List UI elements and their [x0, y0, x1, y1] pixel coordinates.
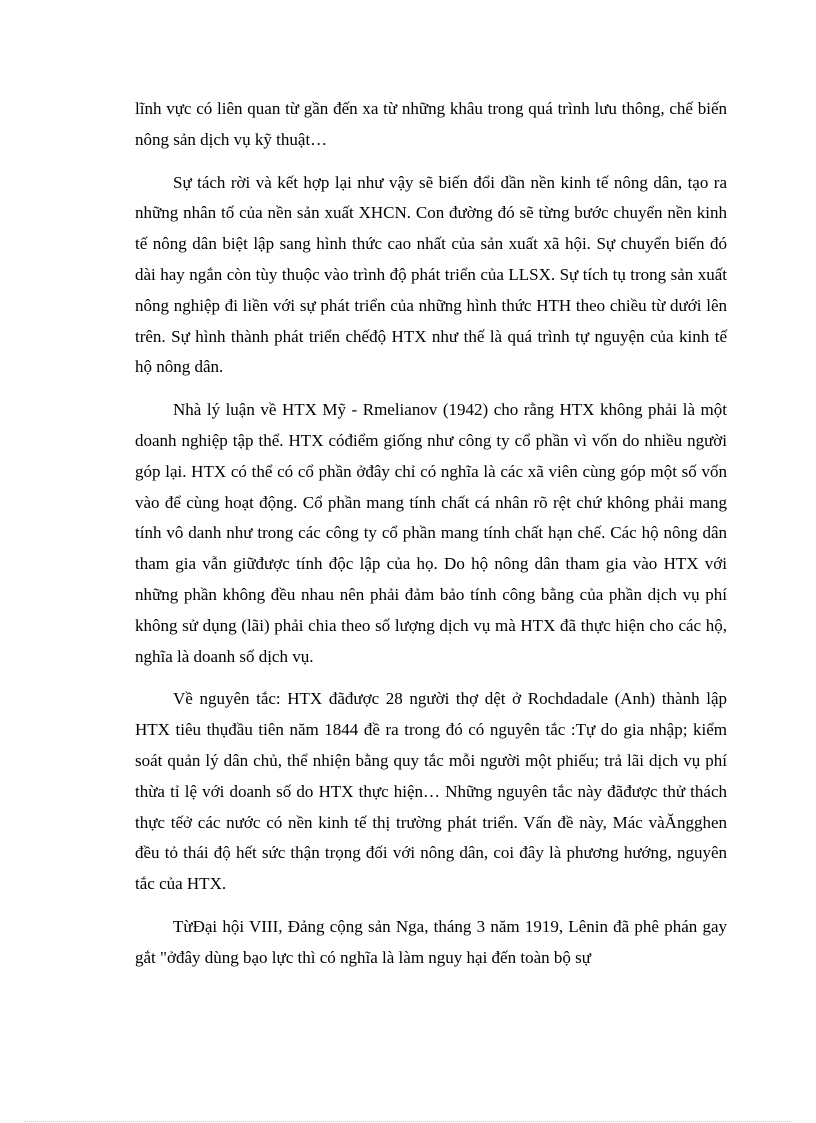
paragraph-4: Về nguyên tắc: HTX đãđược 28 người thợ dệt ở Rochdadale (Anh) thành lập HTX tiêu thụđầu tiên năm 1844 đề ra trong đó có nguyên tắc :Tự do gia nhập; kiểm soát quản lý dân chủ, thể nhiện bằng quy tắc mỗi người một phiếu; trả lãi dịch vụ phí thừa tỉ lệ với doanh số do HTX thực hiện… Những nguyên tắc này đãđược thử thách thực tếở các nước có nền kinh tế thị trường phát triển. Vấn đề này, Mác vàĂngghen đều tỏ thái độ hết sức thận trọng đối với nông dân, coi đây là phương hướng, nguyên tắc của HTX.: [135, 689, 727, 894]
paragraph-5: TừĐại hội VIII, Đảng cộng sản Nga, tháng 3 năm 1919, Lênin đã phê phán gay gắt "ởđây dùng bạo lực thì có nghĩa là làm nguy hại đến toàn bộ sự: [135, 916, 727, 967]
page-bottom-divider: [24, 1121, 792, 1122]
paragraph-2: Sự tách rời và kết hợp lại như vậy sẽ biến đổi dần nền kinh tế nông dân, tạo ra những nhân tố của nền sản xuất XHCN. Con đường đó sẽ từng bước chuyển nền kinh tế nông dân biệt lập sang hình thức cao nhất của sản xuất xã hội. Sự chuyển biến đó dài hay ngắn còn tùy thuộc vào trình độ phát triển của LLSX. Sự tích tụ trong sản xuất nông nghiệp đi liền với sự phát triển của những hình thức HTH theo chiều từ dưới lên trên. Sự hình thành phát triển chếđộ HTX như thế là quá trình tự nguyện của kinh tế hộ nông dân.: [135, 172, 727, 377]
document-page: [135, 94, 727, 986]
paragraph-1: lĩnh vực có liên quan từ gần đến xa từ những khâu trong quá trình lưu thông, chế biến nông sản dịch vụ kỹ thuật…: [135, 99, 727, 149]
paragraph-3: Nhà lý luận về HTX Mỹ - Rmelianov (1942) cho rằng HTX không phải là một doanh nghiệp tập thể. HTX cóđiểm giống như công ty cổ phần vì vốn do nhiều người góp lại. HTX có thể có cổ phần ởđây chỉ có nghĩa là các xã viên cùng góp một số vốn vào để cùng hoạt động. Cổ phần mang tính chất cá nhân rõ rệt chứ không phải mang tính vô danh như trong các công ty cổ phần mang tính chất hạn chế. Các hộ nông dân tham gia vẫn giữđược tính độc lập của họ. Do hộ nông dân tham gia vào HTX với những phần không đều nhau nên phải đảm bảo tính công bằng của phần dịch vụ phí không sử dụng (lãi) phải chia theo số lượng dịch vụ mà HTX đã thực hiện cho các hộ, nghĩa là doanh số dịch vụ.: [135, 400, 727, 666]
